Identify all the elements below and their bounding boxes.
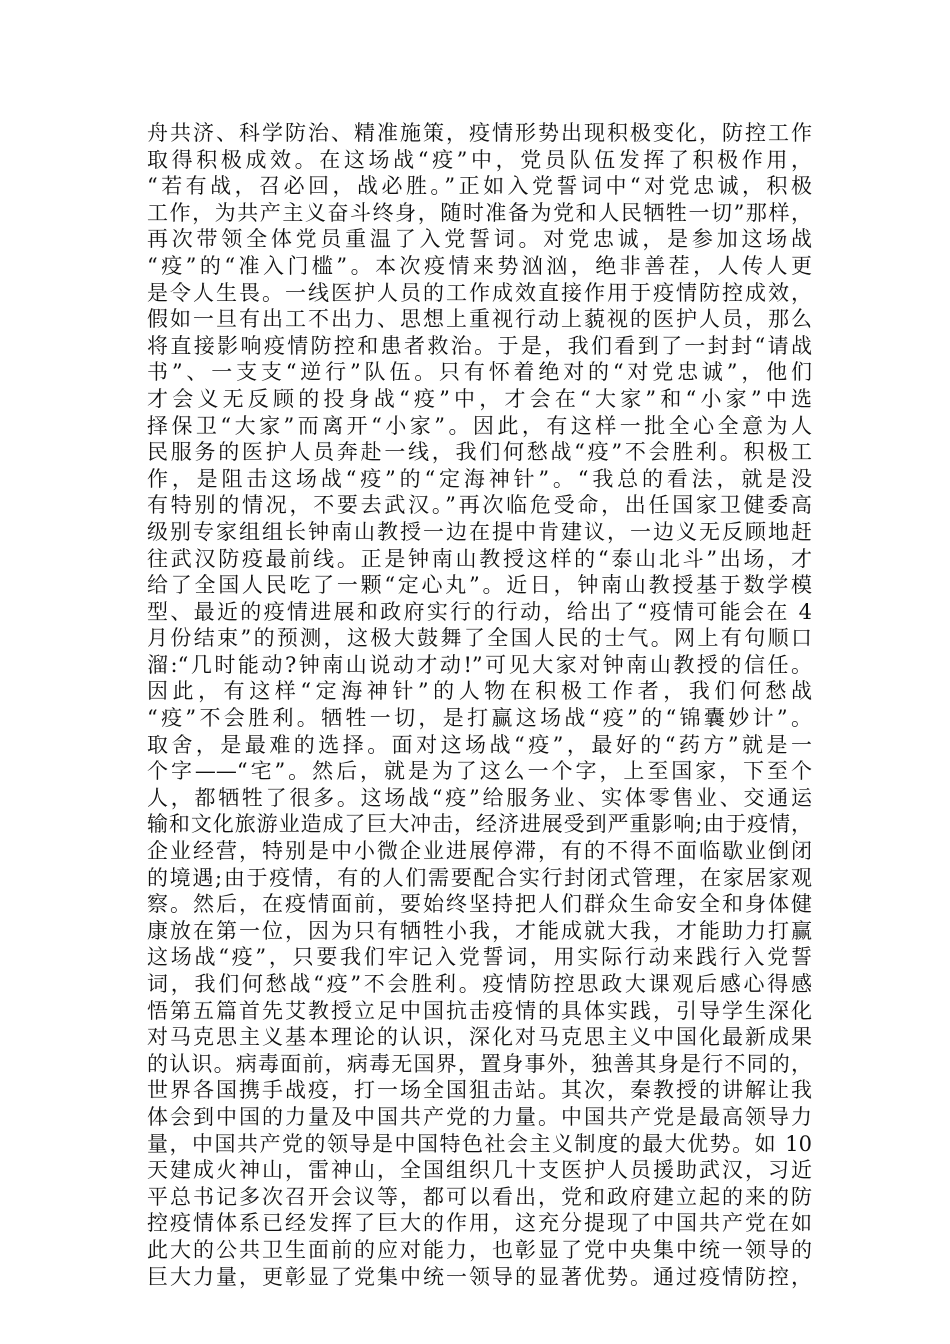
text-line: 舟共济、科学防治、精准施策，疫情形势出现积极变化，防控工作 [147,121,812,145]
text-line: 的认识。病毒面前，病毒无国界，置身事外，独善其身是行不同的， [147,1051,812,1076]
text-line: 级别专家组组长钟南山教授一边在提中肯建议，一边义无反顾地赶 [147,519,812,544]
text-line: 有特别的情况，不要去武汉。”再次临危受命，出任国家卫健委高 [147,493,812,518]
text-line: 是令人生畏。一线医护人员的工作成效直接作用于疫情防控成效， [147,280,812,305]
text-line: 平总书记多次召开会议等，都可以看出，党和政府建立起的来的防 [147,1184,812,1209]
text-line: 世界各国携手战疫，打一场全国狙击站。其次，秦教授的讲解让我 [147,1078,812,1103]
text-line: 体会到中国的力量及中国共产党的力量。中国共产党是最高领导力 [147,1104,812,1129]
text-line: 控疫情体系已经发挥了巨大的作用，这充分提现了中国共产党在如 [147,1211,812,1236]
text-line: 月份结束”的预测，这极大鼓舞了全国人民的士气。网上有句顺口 [147,626,812,651]
text-line: 民服务的医护人员奔赴一线，我们何愁战“疫”不会胜利。积极工 [147,440,812,465]
text-line: 取舍，是最难的选择。面对这场战“疫”，最好的“药方”就是一 [147,732,812,757]
text-line: 再次带领全体党员重温了入党誓词。对党忠诚，是参加这场战 [147,227,812,252]
text-line: 词，我们何愁战“疫”不会胜利。疫情防控思政大课观后感心得感 [147,972,812,996]
text-line: 巨大力量，更彰显了党集中统一领导的显著优势。通过疫情防控， [147,1264,812,1289]
text-line: 书”、一支支“逆行”队伍。只有怀着绝对的“对党忠诚”，他们 [147,360,812,385]
text-line: 取得积极成效。在这场战“疫”中，党员队伍发挥了积极作用， [147,147,812,172]
text-line: 型、最近的疫情进展和政府实行的行动，给出了“疫情可能会在 4 [147,599,812,624]
text-line: 对马克思主义基本理论的认识，深化对马克思主义中国化最新成果 [147,1025,812,1050]
text-line: 察。然后，在疫情面前，要始终坚持把人们群众生命安全和身体健 [147,892,812,917]
text-line: 的境遇;由于疫情，有的人们需要配合实行封闭式管理，在家居家观 [147,865,812,890]
text-line: 这场战“疫”，只要我们牢记入党誓词，用实际行动来践行入党誓 [147,945,812,970]
text-line: 康放在第一位，因为只有牺牲小我，才能成就大我，才能助力打赢 [147,918,812,943]
text-line: 往武汉防疫最前线。正是钟南山教授这样的“泰山北斗”出场，才 [147,546,812,571]
text-line: 个字——“宅”。然后，就是为了这么一个字，上至国家，下至个 [147,759,812,784]
text-line: 输和文化旅游业造成了巨大冲击，经济进展受到严重影响;由于疫情， [147,812,812,837]
text-line: 将直接影响疫情防控和患者救治。于是，我们看到了一封封“请战 [147,333,812,358]
text-line: 天建成火神山，雷神山，全国组织几十支医护人员援助武汉，习近 [147,1158,812,1183]
text-line: 悟第五篇首先艾教授立足中国抗击疫情的具体实践，引导学生深化 [147,998,812,1023]
text-line: 假如一旦有出工不出力、思想上重视行动上藐视的医护人员，那么 [147,307,812,332]
text-line: 量，中国共产党的领导是中国特色社会主义制度的最大优势。如 10 [147,1131,812,1156]
text-line: 择保卫“大家”而离开“小家”。因此，有这样一批全心全意为人 [147,413,812,438]
text-line: 人，都牺牲了很多。这场战“疫”给服务业、实体零售业、交通运 [147,785,812,810]
text-line: 因此，有这样“定海神针”的人物在积极工作者，我们何愁战 [147,679,812,704]
text-line: 作，是阻击这场战“疫”的“定海神针”。“我总的看法，就是没 [147,466,812,491]
text-line: 才会义无反顾的投身战“疫”中，才会在“大家”和“小家”中选 [147,386,812,411]
text-line: 溜:“几时能动?钟南山说动才动!”可见大家对钟南山教授的信任。 [147,652,812,677]
body-text [147,120,812,1290]
text-line: 此大的公共卫生面前的应对能力，也彰显了党中央集中统一领导的 [147,1237,812,1262]
text-line: “疫”的“准入门槛”。本次疫情来势汹汹，绝非善茬，人传人更 [147,253,812,278]
text-line: “若有战，召必回，战必胜。”正如入党誓词中“对党忠诚，积极 [147,174,812,199]
text-line: 工作，为共产主义奋斗终身，随时准备为党和人民牺牲一切”那样， [147,200,812,225]
text-line: “疫”不会胜利。牺牲一切，是打赢这场战“疫”的“锦囊妙计”。 [147,706,812,731]
text-line: 企业经营，特别是中小微企业进展停滞，有的不得不面临歇业倒闭 [147,839,812,864]
text-line: 给了全国人民吃了一颗“定心丸”。近日，钟南山教授基于数学模 [147,573,812,598]
